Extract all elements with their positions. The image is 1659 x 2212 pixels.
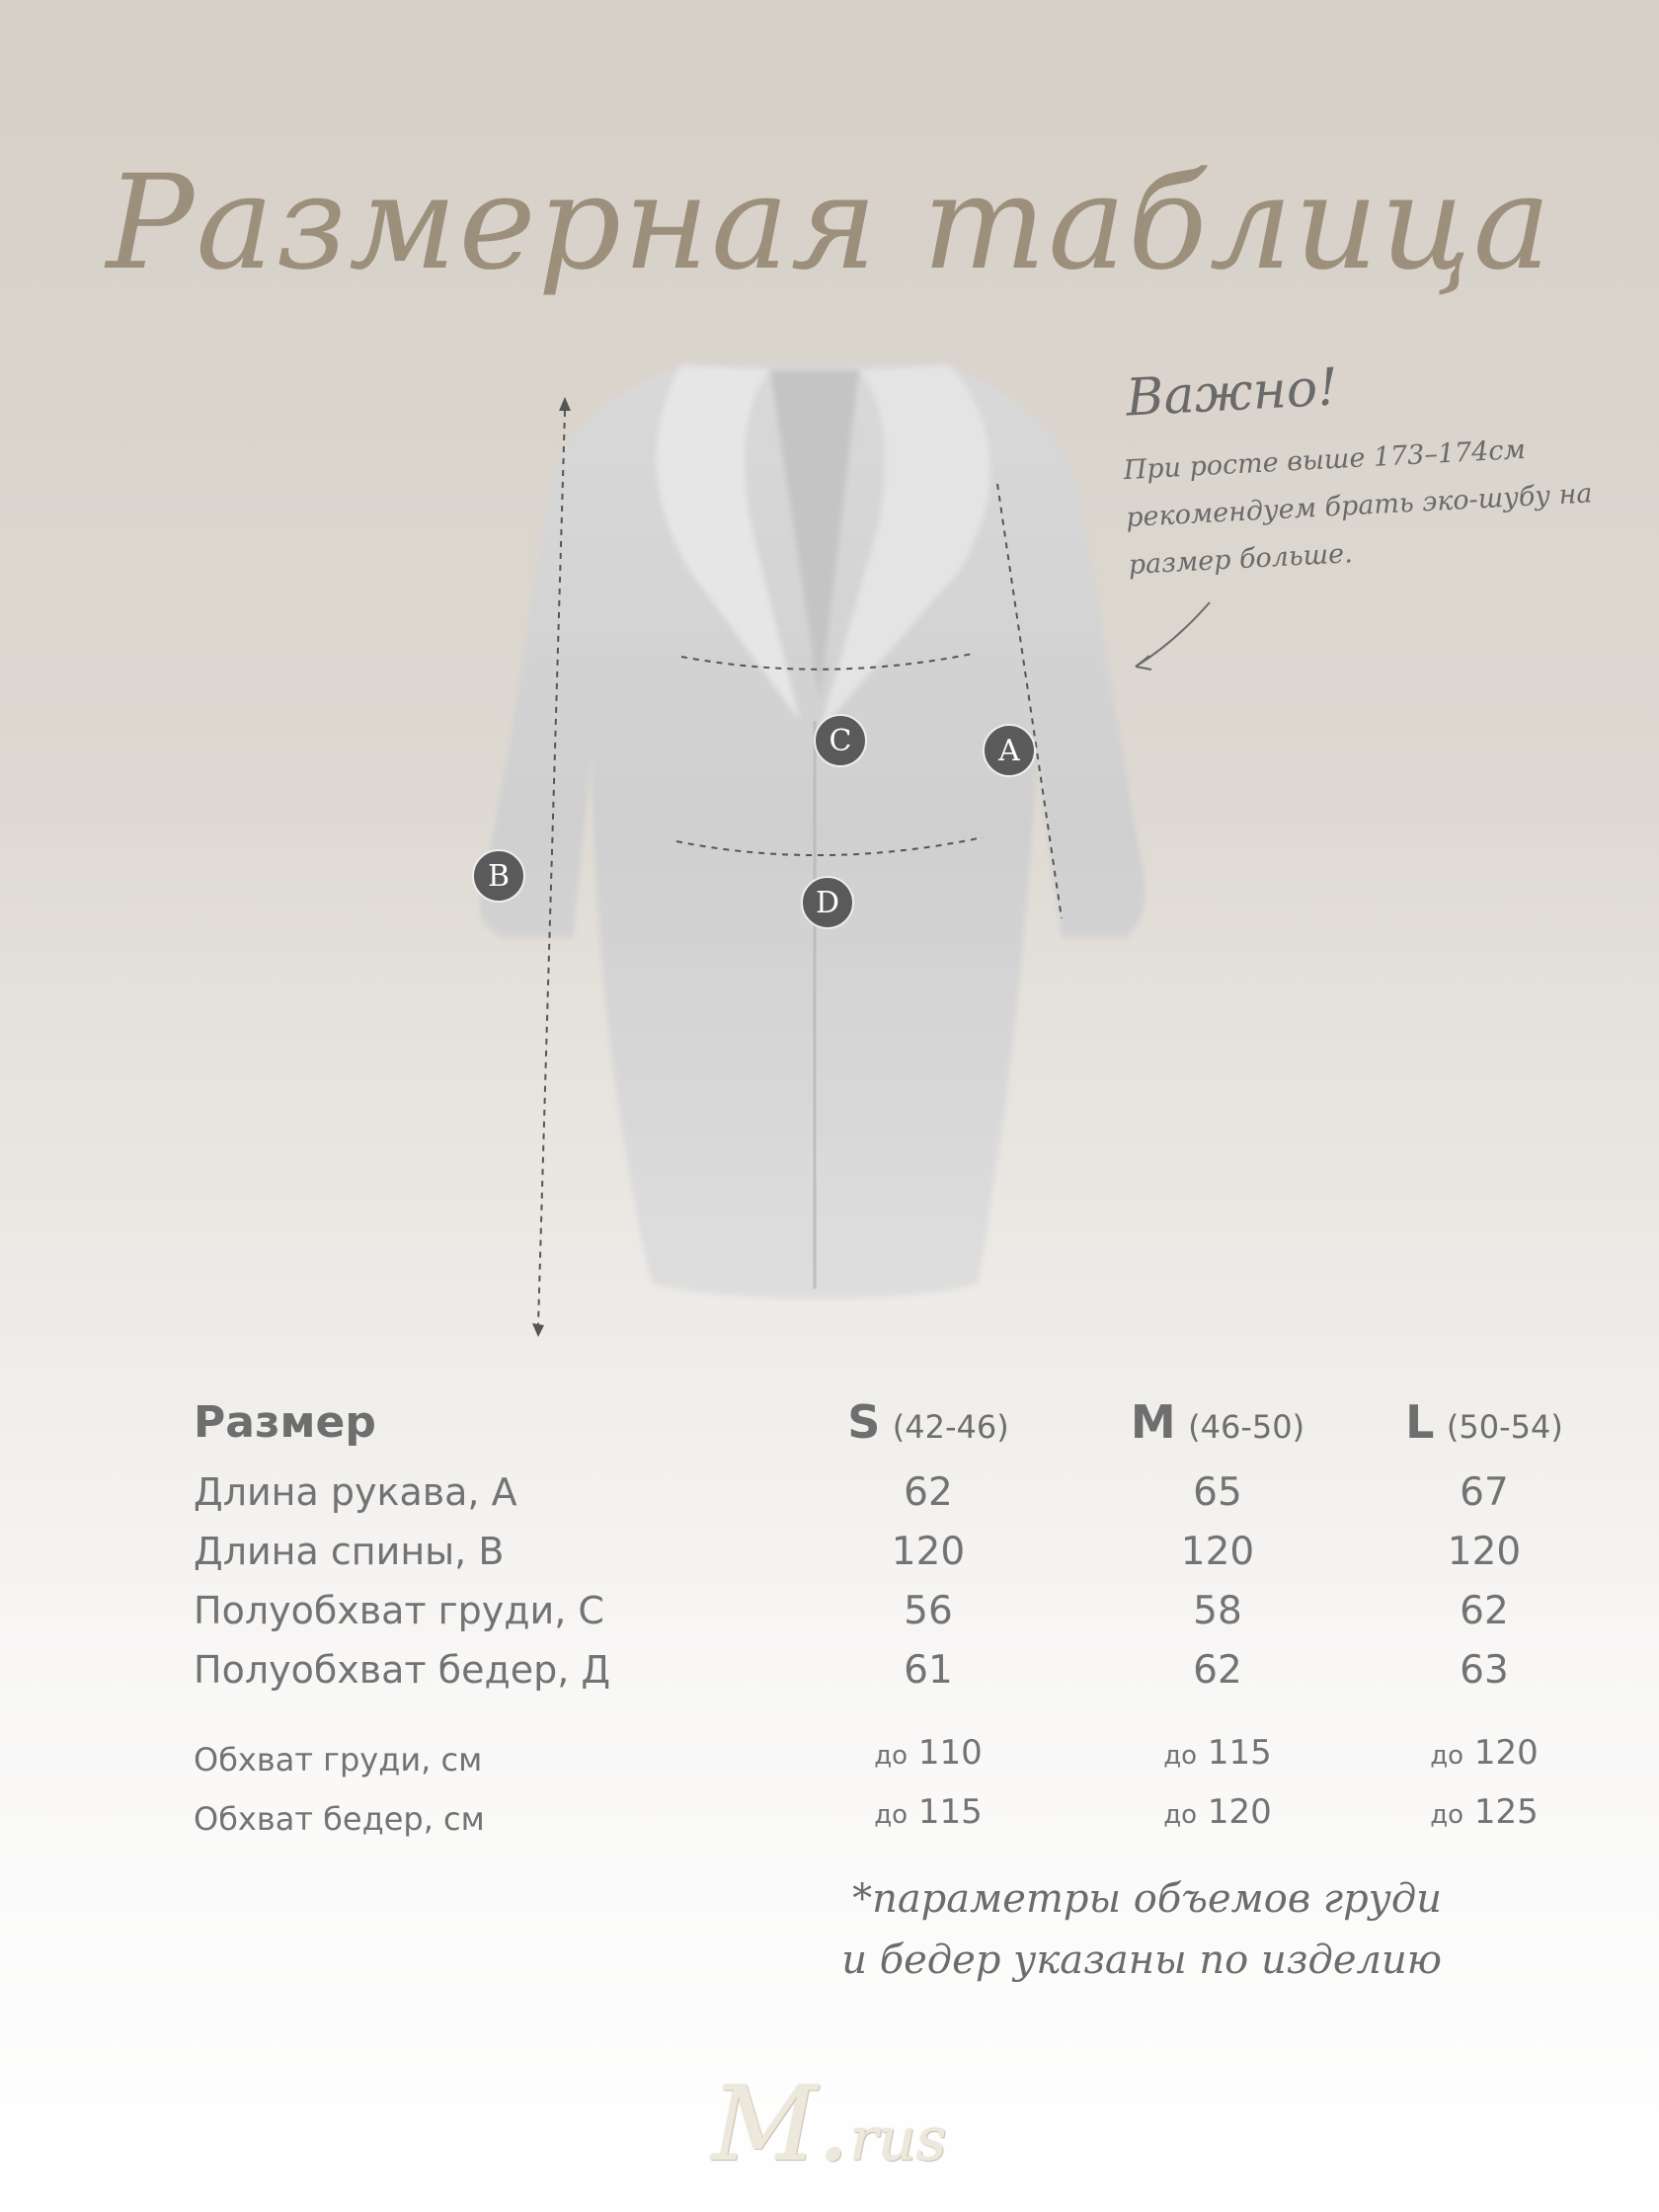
table-row: Длина спины, В 120 120 120 [194,1530,1522,1574]
girth-row: Обхват бедер, см до 115 до 120 до 125 [194,1792,1539,1838]
size-header-label: Размер [194,1397,376,1448]
marker-d: D [801,876,854,929]
marker-a: A [983,724,1036,777]
size-table [188,1387,1563,1852]
table-header-row [188,1387,1563,1470]
brand-logo: M.rus [712,2064,947,2184]
footnote [691,1868,1442,1991]
table-row: Полуобхват груди, С 56 58 62 [194,1589,1509,1633]
size-l-header: L (50-54) [1405,1395,1563,1449]
size-m-header: M (46-50) [1130,1395,1305,1449]
note-text: При росте выше 173–174см рекомендуем брать эко-шубу на размер больше. [1122,434,1594,581]
coat-illustration [444,326,1195,1382]
table-row: Длина рукава, А 62 65 67 [194,1470,1509,1515]
footnote-line-1: *параметры объемов груди [852,1876,1442,1922]
footnote-line-2: и бедер указаны по изделию [841,1937,1442,1983]
note-arrow-icon [1116,592,1234,681]
marker-b: B [472,849,525,903]
note-heading: Важно! [1124,357,1340,429]
table-row: Полуобхват бедер, Д 61 62 63 [194,1648,1509,1693]
marker-c: C [814,714,867,767]
page-title: Размерная таблица [106,147,1553,299]
coat-drawing [444,326,1195,1382]
girth-row: Обхват груди, см до 110 до 115 до 120 [194,1733,1539,1778]
size-s-header: S (42-46) [847,1395,1009,1449]
important-note [1122,356,1639,581]
